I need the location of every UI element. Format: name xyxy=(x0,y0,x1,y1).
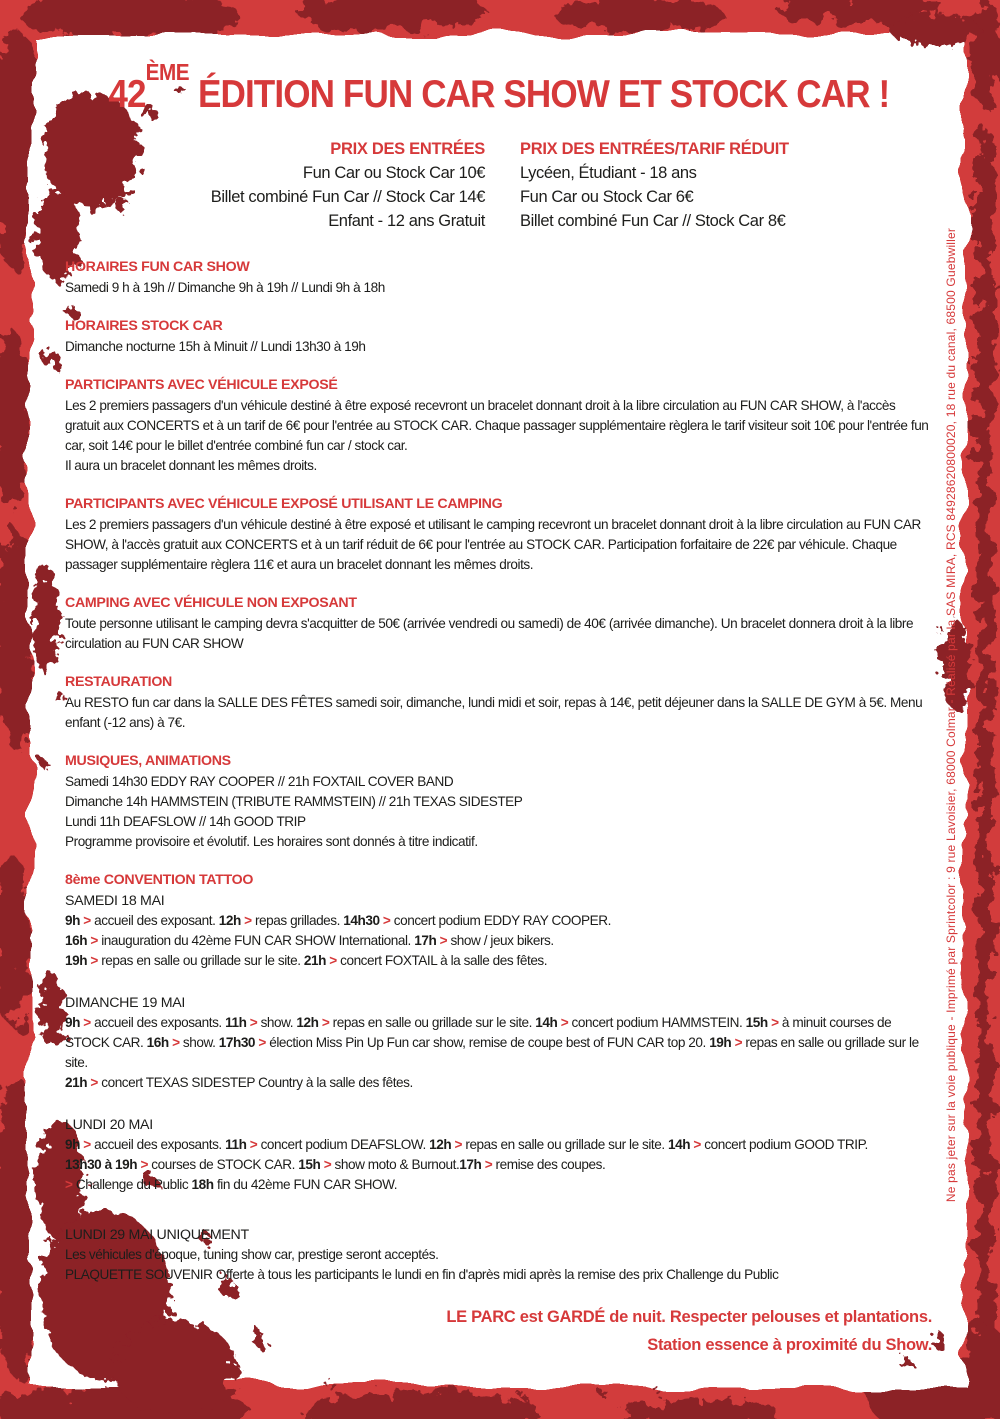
title-superscript: ÈME xyxy=(145,59,190,85)
chevron-separator: > xyxy=(249,1015,261,1030)
section xyxy=(65,751,932,852)
section-paragraph: Dimanche 14h HAMMSTEIN (TRIBUTE RAMMSTEIN) // 21h TEXAS SIDESTEP xyxy=(65,794,523,809)
schedule-time: 19h xyxy=(709,1035,735,1050)
schedule-time: 12h xyxy=(296,1015,322,1030)
tattoo-day xyxy=(65,993,932,1093)
park-notice xyxy=(65,1303,932,1359)
schedule-text: accueil des exposant. xyxy=(94,913,219,928)
schedule-time: 9h xyxy=(65,1015,84,1030)
schedule-time: 15h xyxy=(298,1157,324,1172)
section-heading: PARTICIPANTS AVEC VÉHICULE EXPOSÉ xyxy=(65,377,338,393)
pricing-right-heading: PRIX DES ENTRÉES/TARIF RÉDUIT xyxy=(520,140,789,158)
schedule-text: show / jeux bikers. xyxy=(450,933,554,948)
section-paragraph: Les 2 premiers passagers d'un véhicule destiné à être exposé et utilisant le camping recevront un bracelet donnant droit à la libre circulation au FUN CAR SHOW, à l'accès gratuit aux CONCERTS et à un tarif réduit de 6€ pour l'entrée au STOCK CAR. Participation forfaitaire de 22€ par véhicule. Chaque passager supplémentaire règlera 11€ et aura un bracelet donnant les mêmes droits. xyxy=(65,517,921,572)
tattoo-section xyxy=(65,870,932,1195)
chevron-separator: > xyxy=(83,1137,95,1152)
schedule-text: show. xyxy=(182,1035,219,1050)
schedule-time: 19h xyxy=(65,953,91,968)
schedule-text: concert TEXAS SIDESTEP Country à la salle des fêtes. xyxy=(101,1075,413,1090)
flyer-content xyxy=(30,34,965,1385)
schedule-text: repas grillades. xyxy=(254,913,344,928)
section xyxy=(65,593,932,654)
chevron-separator: > xyxy=(560,1015,572,1030)
schedule-time: 21h xyxy=(65,1075,91,1090)
schedule-line xyxy=(65,1155,932,1175)
price-item: Fun Car ou Stock Car 10€ xyxy=(302,164,485,182)
section-heading: MUSIQUES, ANIMATIONS xyxy=(65,753,231,769)
schedule-text: courses de STOCK CAR. xyxy=(151,1157,299,1172)
section-paragraph: Dimanche nocturne 15h à Minuit // Lundi 13h30 à 19h xyxy=(65,339,366,354)
chevron-separator: > xyxy=(258,1035,270,1050)
tattoo-heading: 8ème CONVENTION TATTOO xyxy=(65,872,254,888)
chevron-separator: > xyxy=(83,913,95,928)
price-item: Billet combiné Fun Car // Stock Car 14€ xyxy=(210,188,485,206)
schedule-time: 9h xyxy=(65,913,84,928)
section-heading: CAMPING AVEC VÉHICULE NON EXPOSANT xyxy=(65,595,357,611)
schedule-time: 17h xyxy=(459,1157,485,1172)
schedule-time: 21h xyxy=(303,953,330,968)
section-paragraph: PLAQUETTE SOUVENIR Offerte à tous les participants le lundi en fin d'après midi après la remise des prix Challenge du Public xyxy=(65,1267,779,1282)
section-paragraph: Au RESTO fun car dans la SALLE DES FÊTES samedi soir, dimanche, lundi midi et soir, repas à 14€, petit déjeuner dans la SALLE DE GYM à 5€. Menu enfant (-12 ans) à 7€. xyxy=(65,695,923,730)
schedule-text: repas en salle ou grillade sur le site. xyxy=(332,1015,536,1030)
day-title: LUNDI 20 MAI xyxy=(65,1117,153,1133)
pricing-right-column xyxy=(520,137,789,233)
chevron-separator: > xyxy=(90,933,102,948)
schedule-text: concert podium HAMMSTEIN. xyxy=(571,1015,746,1030)
section-heading: HORAIRES STOCK CAR xyxy=(65,318,223,334)
pricing-left-list xyxy=(65,161,485,233)
schedule-text: repas en salle ou grillade sur le site. xyxy=(65,1035,919,1070)
section xyxy=(65,375,932,476)
schedule-text: show. xyxy=(260,1015,297,1030)
pricing-left-column xyxy=(65,137,485,233)
section xyxy=(65,672,932,733)
schedule-line xyxy=(65,1135,932,1155)
schedule-text: Challenge du Public xyxy=(75,1177,192,1192)
section-paragraph: Samedi 14h30 EDDY RAY COOPER // 21h FOXTAIL COVER BAND xyxy=(65,774,454,789)
chevron-separator: > xyxy=(439,933,451,948)
schedule-time: 9h xyxy=(65,1137,84,1152)
day-title: DIMANCHE 19 MAI xyxy=(65,995,186,1011)
title-number: 42 xyxy=(108,73,146,116)
schedule-time: 16h xyxy=(65,933,91,948)
section-paragraph: Toute personne utilisant le camping devra s'acquitter de 50€ (arrivée vendredi ou samedi) de 40€ (arrivée dimanche). Un bracelet donnera droit à la libre circulation au FUN CAR SHOW xyxy=(65,616,914,651)
schedule-line xyxy=(65,1175,932,1195)
chevron-separator: > xyxy=(249,1137,261,1152)
tattoo-day xyxy=(65,1115,932,1195)
chevron-separator: > xyxy=(454,1137,466,1152)
section-paragraph: Les véhicules d'époque, tuning show car, prestige seront acceptés. xyxy=(65,1247,439,1262)
schedule-time: 11h xyxy=(225,1015,250,1030)
schedule-time: 17h30 xyxy=(218,1035,259,1050)
schedule-text: repas en salle ou grillade sur le site. xyxy=(101,953,304,968)
chevron-separator: > xyxy=(90,953,102,968)
chevron-separator: > xyxy=(90,1075,102,1090)
section-paragraph: Samedi 9 h à 19h // Dimanche 9h à 19h // Lundi 9h à 18h xyxy=(65,280,385,295)
park-notice-line2: Station essence à proximité du Show. xyxy=(647,1336,932,1354)
schedule-text: inauguration du 42ème FUN CAR SHOW International. xyxy=(101,933,415,948)
schedule-text: accueil des exposants. xyxy=(94,1137,226,1152)
chevron-separator: > xyxy=(65,1177,76,1192)
chevron-separator: > xyxy=(382,913,394,928)
schedule-text: concert podium GOOD TRIP. xyxy=(704,1137,868,1152)
sections xyxy=(65,257,932,852)
price-item: Enfant - 12 ans Gratuit xyxy=(328,212,485,230)
section-heading: PARTICIPANTS AVEC VÉHICULE EXPOSÉ UTILISANT LE CAMPING xyxy=(65,496,503,512)
chevron-separator: > xyxy=(83,1015,95,1030)
lundi29-heading: LUNDI 29 MAI UNIQUEMENT xyxy=(65,1227,249,1243)
tattoo-days xyxy=(65,891,932,1195)
section xyxy=(65,494,932,575)
chevron-separator: > xyxy=(329,953,341,968)
schedule-text: repas en salle ou grillade sur le site. xyxy=(465,1137,669,1152)
schedule-text: concert podium EDDY RAY COOPER. xyxy=(393,913,611,928)
chevron-separator: > xyxy=(321,1015,333,1030)
schedule-time: 12h xyxy=(429,1137,455,1152)
schedule-line xyxy=(65,931,932,951)
schedule-time: 12h xyxy=(218,913,245,928)
schedule-text: concert FOXTAIL à la salle des fêtes. xyxy=(340,953,548,968)
schedule-time: 14h xyxy=(535,1015,561,1030)
section xyxy=(65,316,932,357)
pricing xyxy=(65,137,932,233)
chevron-separator: > xyxy=(771,1015,782,1030)
chevron-separator: > xyxy=(244,913,255,928)
schedule-line xyxy=(65,1073,932,1093)
schedule-text: élection Miss Pin Up Fun car show, remise de coupe best of FUN CAR top 20. xyxy=(269,1035,710,1050)
title-rest: ÉDITION FUN CAR SHOW ET STOCK CAR ! xyxy=(189,73,890,116)
chevron-separator: > xyxy=(140,1157,152,1172)
section xyxy=(65,257,932,298)
chevron-separator: > xyxy=(734,1035,746,1050)
schedule-time: 13h30 à 19h xyxy=(65,1157,141,1172)
schedule-text: fin du 42ème FUN CAR SHOW. xyxy=(216,1177,398,1192)
park-notice-line1: LE PARC est GARDÉ de nuit. Respecter pelouses et plantations. xyxy=(446,1308,932,1326)
lundi29-paragraphs xyxy=(65,1245,932,1285)
schedule-time: 16h xyxy=(146,1035,173,1050)
schedule-time: 15h xyxy=(745,1015,772,1030)
schedule-text: concert podium DEAFSLOW. xyxy=(260,1137,430,1152)
schedule-time: 17h xyxy=(414,933,440,948)
schedule-time: 14h xyxy=(668,1137,694,1152)
section-paragraph: Lundi 11h DEAFSLOW // 14h GOOD TRIP xyxy=(65,814,306,829)
schedule-text: à minuit courses de STOCK CAR. xyxy=(65,1015,892,1050)
day-title: SAMEDI 18 MAI xyxy=(65,893,165,909)
price-item: Billet combiné Fun Car // Stock Car 8€ xyxy=(520,212,786,230)
pricing-right-list xyxy=(520,161,789,233)
schedule-line xyxy=(65,1013,932,1073)
schedule-text: accueil des exposants. xyxy=(94,1015,226,1030)
section-heading: RESTAURATION xyxy=(65,674,173,690)
price-item: Lycéen, Étudiant - 18 ans xyxy=(520,164,697,182)
section-paragraph: Il aura un bracelet donnant les mêmes droits. xyxy=(65,458,317,473)
chevron-separator: > xyxy=(323,1157,335,1172)
page-title-text xyxy=(108,59,890,117)
chevron-separator: > xyxy=(484,1157,496,1172)
schedule-line xyxy=(65,951,932,971)
schedule-time: 18h xyxy=(191,1177,217,1192)
chevron-separator: > xyxy=(172,1035,183,1050)
tattoo-day xyxy=(65,891,932,971)
schedule-text: show moto & Burnout. xyxy=(334,1157,460,1172)
page-title xyxy=(65,59,932,117)
section-heading: HORAIRES FUN CAR SHOW xyxy=(65,259,250,275)
section-paragraph: Programme provisoire et évolutif. Les horaires sont donnés à titre indicatif. xyxy=(65,834,478,849)
section-paragraph: Les 2 premiers passagers d'un véhicule destiné à être exposé recevront un bracelet donnant droit à la libre circulation au FUN CAR SHOW, à l'accès gratuit aux CONCERTS et à un tarif de 6€ pour l'entrée au STOCK CAR. Chaque passager supplémentaire règlera le tarif visiteur soit 10€ pour l'entrée fun car, soit 14€ pour le billet d'entrée combiné fun car / stock car. xyxy=(65,398,929,453)
legal-sidebar-text: Ne pas jeter sur la voie publique - Imprimé par Sprintcolor : 9 rue Lavoisier, 68000 Colmar - Réalisé par la SAS MIRA, RCS 84928620800020, 18 rue du canal, 68500 Guebwiller xyxy=(944,227,958,1203)
chevron-separator: > xyxy=(693,1137,705,1152)
schedule-time: 11h xyxy=(225,1137,250,1152)
lundi29-section xyxy=(65,1225,932,1285)
schedule-time: 14h30 xyxy=(343,913,383,928)
price-item: Fun Car ou Stock Car 6€ xyxy=(520,188,694,206)
pricing-left-heading: PRIX DES ENTRÉES xyxy=(330,140,485,158)
schedule-text: remise des coupes. xyxy=(495,1157,606,1172)
schedule-line xyxy=(65,911,932,931)
